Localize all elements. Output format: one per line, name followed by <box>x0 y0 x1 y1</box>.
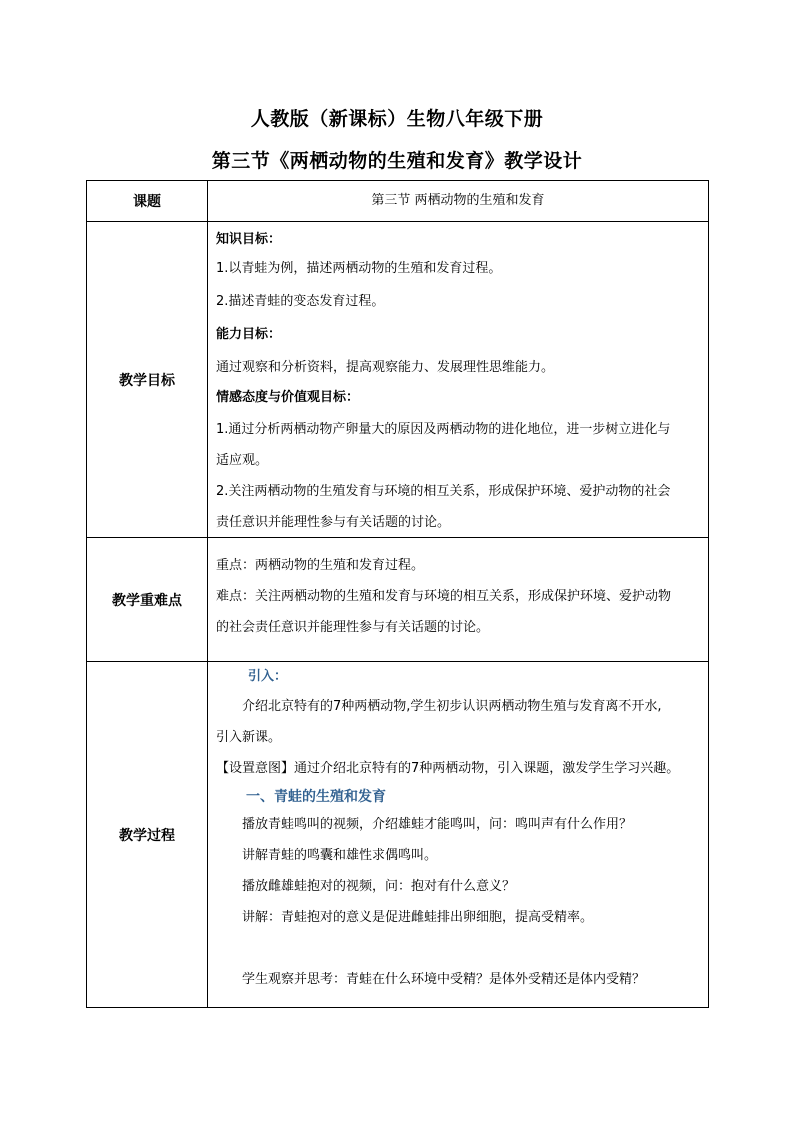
process-step-2: 讲解青蛙的鸣囊和雄性求偶鸣叫。 <box>242 848 438 863</box>
lesson-plan-table <box>86 180 709 1008</box>
focus-text: 重点：两栖动物的生殖和发育过程。 <box>216 558 425 573</box>
process-step-3: 播放雌雄蛙抱对的视频，问：抱对有什么意义？ <box>242 879 516 894</box>
intro-text-b: 引入新课。 <box>216 730 282 745</box>
ability-item-1: 通过观察和分析资料，提高观察能力、发展理性思维能力。 <box>216 360 555 375</box>
table-row-topic <box>87 181 709 222</box>
process-step-1: 播放青蛙鸣叫的视频，介绍雄蛙才能鸣叫，问：鸣叫声有什么作用？ <box>242 817 633 832</box>
process-label: 教学过程 <box>87 662 208 1008</box>
difficulty-text-b: 的社会责任意识并能理性参与有关话题的讨论。 <box>216 620 490 635</box>
document-subtitle: 第三节《两栖动物的生殖和发育》教学设计 <box>211 150 583 172</box>
difficulty-text-a: 难点：关注两栖动物的生殖和发育与环境的相互关系，形成保护环境、爱护动物 <box>216 589 672 604</box>
table-row-key-points <box>87 538 709 662</box>
intro-text-a: 介绍北京特有的7种两栖动物,学生初步认识两栖动物生殖与发育离不开水, <box>242 699 662 714</box>
table-row-process <box>87 662 709 1008</box>
table-row-objectives <box>87 222 709 538</box>
objectives-label: 教学目标 <box>87 222 208 538</box>
knowledge-item-1: 1.以青蛙为例，描述两栖动物的生殖和发育过程。 <box>216 261 502 276</box>
emotion-heading: 情感态度与价值观目标： <box>216 390 360 405</box>
knowledge-item-2: 2.描述青蛙的变态发育过程。 <box>216 294 385 309</box>
document-title: 人教版（新课标）生物八年级下册 <box>250 108 544 130</box>
intro-heading: 引入： <box>248 669 288 684</box>
topic-value: 第三节 两栖动物的生殖和发育 <box>208 181 709 222</box>
objectives-content <box>208 222 709 538</box>
topic-label: 课题 <box>87 181 208 222</box>
process-content <box>208 662 709 1008</box>
section1-heading: 一、青蛙的生殖和发育 <box>246 789 386 805</box>
design-intent: 【设置意图】通过介绍北京特有的7种两栖动物，引入课题，激发学生学习兴趣。 <box>216 761 680 776</box>
emotion-item-1b: 适应观。 <box>216 453 269 468</box>
emotion-item-1a: 1.通过分析两栖动物产卵量大的原因及两栖动物的进化地位，进一步树立进化与 <box>216 422 671 437</box>
emotion-item-2a: 2.关注两栖动物的生殖发育与环境的相互关系，形成保护环境、爱护动物的社会 <box>216 484 671 499</box>
ability-heading: 能力目标： <box>216 327 282 342</box>
process-step-5: 学生观察并思考：青蛙在什么环境中受精？是体外受精还是体内受精？ <box>242 972 646 987</box>
key-points-content <box>208 538 709 662</box>
emotion-item-2b: 责任意识并能理性参与有关话题的讨论。 <box>216 515 451 530</box>
knowledge-heading: 知识目标： <box>216 232 282 247</box>
process-step-4: 讲解：青蛙抱对的意义是促进雌蛙排出卵细胞，提高受精率。 <box>242 910 594 925</box>
key-points-label: 教学重难点 <box>87 538 208 662</box>
